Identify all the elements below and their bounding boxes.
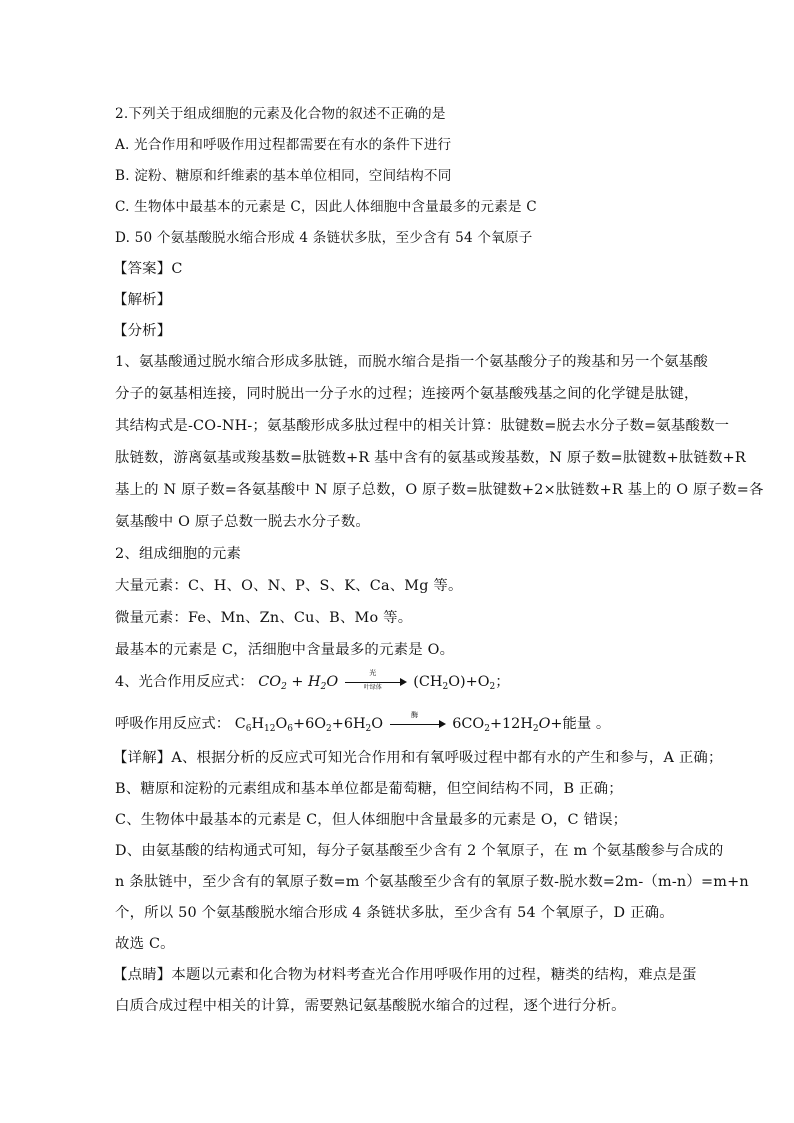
formula-h2o: $H_2O$: [308, 674, 339, 692]
option-a: A. 光合作用和呼吸作用过程都需要在有水的条件下进行: [115, 137, 452, 153]
section-2-title: 2、组成细胞的元素: [115, 546, 242, 562]
respiration-label: 呼吸作用反应式：: [115, 716, 231, 732]
formula-ch2o: $(CH_2O)+O_2$: [413, 674, 496, 692]
fenxi-line: 氨基酸中 O 原子总数一脱去水分子数。: [115, 514, 370, 530]
fenxi-line: 基上的 N 原子数=各氨基酸中 N 原子总数，O 原子数=肽键数+2×肽链数+R 基上的 O 原子数=各: [115, 482, 764, 498]
reaction-arrow: [390, 711, 446, 731]
fenxi-heading: 【分析】: [113, 323, 172, 339]
question-stem: 2.下列关于组成细胞的元素及化合物的叙述不正确的是: [115, 106, 446, 122]
formula-products: $6CO_2+12H_2O$: [452, 716, 551, 734]
formula-co2: $CO_2$: [258, 674, 287, 692]
option-d: D. 50 个氨基酸脱水缩合形成 4 条链状多肽，至少含有 54 个氧原子: [115, 230, 533, 246]
detail-line: 个，所以 50 个氨基酸脱水缩合形成 4 条链状多肽，至少含有 54 个氧原子，D 正确。: [115, 905, 674, 921]
arrow-condition-bottom: 叶绿体: [363, 684, 382, 691]
detail-line: D、由氨基酸的结构通式可知，每分子氨基酸至少含有 2 个氧原子，在 m 个氨基酸参与合成的: [115, 843, 724, 859]
detail-line: 【详解】A、根据分析的反应式可知光合作用和有氧呼吸过程中都有水的产生和参与，A 正确；: [113, 750, 723, 766]
option-b: B. 淀粉、糖原和纤维素的基本单位相同，空间结构不同: [115, 168, 452, 184]
photosynthesis-label: 4、光合作用反应式：: [115, 674, 254, 690]
respiration-tail: +能量 。: [550, 716, 611, 732]
conclusion: 故选 C。: [115, 936, 175, 952]
comment-line: 白质合成过程中相关的计算，需要熟记氨基酸脱水缩合的过程，逐个进行分析。: [115, 998, 626, 1014]
fenxi-line: 肽链数，游离氨基或羧基数=肽链数+R 基中含有的氨基或羧基数，N 原子数=肽键数+肽链数+R: [115, 450, 746, 466]
fenxi-line: 其结构式是-CO-NH-；氨基酸形成多肽过程中的相关计算：肽键数=脱去水分子数=氨基酸数一: [115, 418, 730, 434]
formula-glucose: $C_6H_{12}O_6+6O_2+6H_2O$: [234, 716, 384, 734]
photosynthesis-tail: ；: [495, 674, 510, 690]
photosynthesis-equation: [115, 670, 510, 692]
fenxi-line: 1、氨基酸通过脱水缩合形成多肽链，而脱水缩合是指一个氨基酸分子的羧基和另一个氨基酸: [115, 354, 708, 370]
formula-plus: +: [291, 674, 304, 690]
detail-line: C、生物体中最基本的元素是 C，但人体细胞中含量最多的元素是 O，C 错误；: [115, 812, 628, 828]
arrow-condition-top: 酶: [411, 711, 419, 719]
detail-line: n 条肽链中，至少含有的氧原子数=m 个氨基酸至少含有的氧原子数-脱水数=2m-（m-n）=m+n: [115, 874, 749, 890]
micro-elements: 微量元素：Fe、Mn、Zn、Cu、B、Mo 等。: [115, 610, 413, 626]
fenxi-line: 分子的氨基相连接，同时脱出一分子水的过程；连接两个氨基酸残基之间的化学键是肽键，: [115, 386, 699, 402]
basic-element: 最基本的元素是 C，活细胞中含量最多的元素是 O。: [115, 642, 455, 658]
detail-line: B、糖原和淀粉的元素组成和基本单位都是葡萄糖，但空间结构不同，B 正确；: [115, 781, 623, 797]
arrow-condition-top: 光: [369, 669, 377, 677]
option-c: C. 生物体中最基本的元素是 C，因此人体细胞中含量最多的元素是 C: [115, 199, 537, 215]
answer: 【答案】C: [113, 261, 183, 277]
reaction-arrow: [345, 669, 407, 691]
macro-elements: 大量元素：C、H、O、N、P、S、K、Ca、Mg 等。: [115, 578, 463, 594]
analysis-heading: 【解析】: [113, 292, 172, 308]
comment-line: 【点睛】本题以元素和化合物为材料考查光合作用呼吸作用的过程，糖类的结构，难点是蛋: [113, 967, 697, 983]
respiration-equation: [115, 712, 610, 734]
